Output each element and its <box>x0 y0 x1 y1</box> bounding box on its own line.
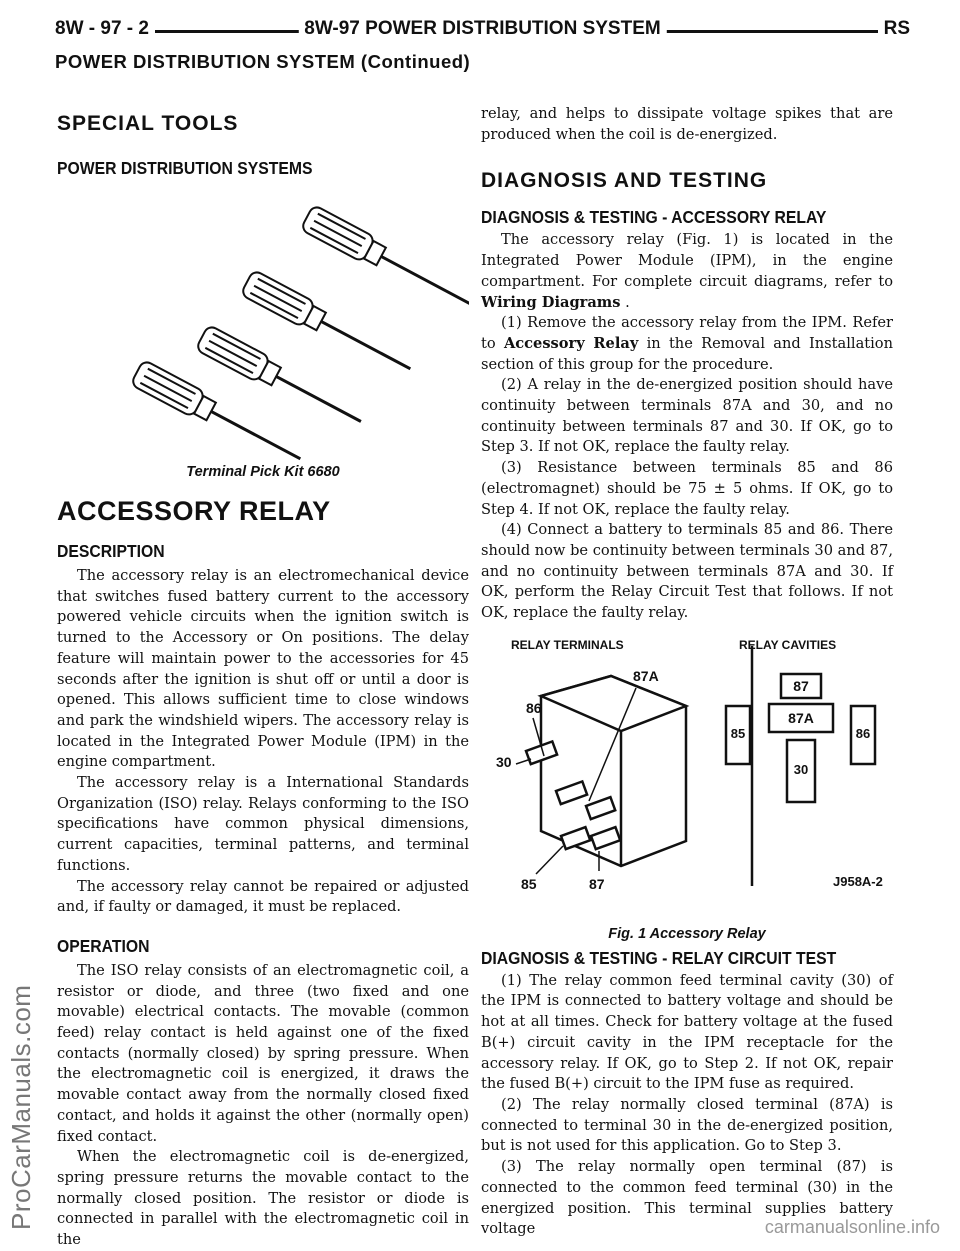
diag-circuit-heading: DIAGNOSIS & TESTING - RELAY CIRCUIT TEST <box>481 947 837 968</box>
cavity-85: 85 <box>730 725 746 741</box>
cavity-86: 86 <box>855 725 871 741</box>
page-header <box>55 14 910 44</box>
fig1-relay-diagram <box>481 636 893 936</box>
cavity-87a: 87A <box>788 709 814 726</box>
label-relay-cavities: RELAY CAVITIES <box>739 637 837 652</box>
label-t86: 86 <box>526 699 542 716</box>
relay-illustration <box>481 636 893 936</box>
accessory-relay-heading: ACCESSORY RELAY <box>57 496 331 526</box>
label-relay-terminals: RELAY TERMINALS <box>511 637 624 652</box>
terminal-pick-figure <box>57 187 469 472</box>
acc-p2-text: (1) Remove the accessory relay from the IPM. Refer to <box>481 314 893 352</box>
label-t87: 87 <box>589 875 605 892</box>
label-t85: 85 <box>521 875 537 892</box>
acc-p1-end: . <box>620 293 630 311</box>
acc-paragraph-4: (3) Resistance between terminals 85 and 86 (electromagnet) should be 75 ± 5 ohms. If OK, go to Step 4. If not OK, replace the faulty relay. <box>481 459 893 518</box>
op-paragraph-1: The ISO relay consists of an electromagnetic coil, a resistor or diode, and three (two fixed and one movable) electrical contacts. The movable (common feed) relay contact is held against one of the fixed contacts (normally closed) by spring pressure. When the electromagnetic coil is energized, it draws the movable contact away from the normally closed fixed contact, and holds it against the other (normally open) fixed contact. <box>57 961 469 1145</box>
diagnosis-heading: DIAGNOSIS AND TESTING <box>481 169 768 193</box>
acc-p1-text: The accessory relay (Fig. 1) is located in the Integrated Power Module (IPM), in the engine compartment. For complete circuit diagrams, refer to <box>481 231 893 290</box>
acc-paragraph-5: (4) Connect a battery to terminals 85 and 86. There should now be continuity between terminals 30 and 87, and no continuity between terminals 87A and 30. If OK, perform the Relay Circuit Test that follows. If not OK, replace the faulty relay. <box>481 521 893 622</box>
left-column <box>57 100 469 1251</box>
acc-paragraph-2 <box>481 313 893 375</box>
right-column <box>481 104 893 1240</box>
fig1-caption: Fig. 1 Accessory Relay <box>608 925 766 942</box>
diag-accessory-heading: DIAGNOSIS & TESTING - ACCESSORY RELAY <box>481 207 827 228</box>
header-model: RS <box>878 18 910 40</box>
desc-paragraph-2: The accessory relay is a International Standards Organization (ISO) relay. Relays conforming to the ISO specifications have common physical dimensions, current capacities, terminal patterns, and terminal functions. <box>57 774 469 874</box>
acc-p2-end: in the Removal and Installation section of this group for the procedure. <box>481 334 893 373</box>
wiring-diagrams-ref[interactable]: Wiring Diagrams <box>481 293 621 311</box>
header-page-number: 8W - 97 - 2 <box>55 18 155 40</box>
figure-code: J958A-2 <box>833 873 883 889</box>
side-watermark: ProCarManuals.com <box>6 984 36 1230</box>
terminal-pick-illustration <box>57 187 469 472</box>
special-tools-heading: SPECIAL TOOLS <box>57 112 239 135</box>
cavity-87: 87 <box>793 677 809 694</box>
description-heading: DESCRIPTION <box>57 541 165 561</box>
pds-heading: POWER DISTRIBUTION SYSTEMS <box>57 158 313 178</box>
circ-paragraph-2: (2) The relay normally closed terminal (87A) is connected to terminal 30 in the de-energized position, but is not used for this application. Go to Step 3. <box>481 1095 893 1155</box>
label-t30: 30 <box>496 753 512 770</box>
desc-paragraph-1: The accessory relay is an electromechanical device that switches fused battery current to the accessory powered vehicle circuits when the ignition switch is turned to the Accessory or On positions. The delay feature will maintain power to the accessories for 45 seconds after the ignition is shut off or until a door is opened. This allows sufficient time to close windows and park the windshield wipers. The accessory relay is located in the Integrated Power Module (IPM) in the engine compartment. <box>57 567 469 771</box>
acc-paragraph-1 <box>481 230 893 313</box>
acc-paragraph-3: (2) A relay in the de-energized position should have continuity between terminals 87A and 30, and no continuity between terminals 87 and 30. If OK, go to Step 3. If not OK, replace the faulty relay. <box>481 376 893 456</box>
pick-tool-1 <box>300 205 469 317</box>
desc-paragraph-3: The accessory relay cannot be repaired or adjusted and, if faulty or damaged, it must be replaced. <box>57 877 469 916</box>
header-section-title: 8W-97 POWER DISTRIBUTION SYSTEM <box>298 18 666 40</box>
operation-heading: OPERATION <box>57 935 150 956</box>
accessory-relay-ref[interactable]: Accessory Relay <box>503 334 639 352</box>
circ-paragraph-3: (3) The relay normally open terminal (87) is connected to the common feed terminal (30) in the energized position. This terminal supplies battery voltage <box>481 1158 893 1238</box>
circ-paragraph-1: (1) The relay common feed terminal cavity (30) of the IPM is connected to battery voltage and should be hot at all times. Check for battery voltage at the fused B(+) circuit cavity in the IPM receptacle for the accessory relay. If OK, go to Step 2. If not OK, repair the fused B(+) circuit to the IPM fuse as required. <box>481 971 893 1093</box>
continued-heading: POWER DISTRIBUTION SYSTEM (Continued) <box>55 51 471 72</box>
terminal-pick-caption: Terminal Pick Kit 6680 <box>186 464 340 480</box>
bottom-watermark: carmanualsonline.info <box>764 1217 940 1237</box>
cavity-30: 30 <box>793 761 809 777</box>
label-t87a: 87A <box>633 667 659 684</box>
op-paragraph-2: When the electromagnetic coil is de-energized, spring pressure returns the movable contact to the normally closed position. The resistor or diode is connected in parallel with the electromagnetic coil in the <box>57 1148 469 1249</box>
op-paragraph-2-cont: relay, and helps to dissipate voltage spikes that are produced when the coil is de-energized. <box>481 105 893 143</box>
pick-tool-4 <box>130 360 306 472</box>
